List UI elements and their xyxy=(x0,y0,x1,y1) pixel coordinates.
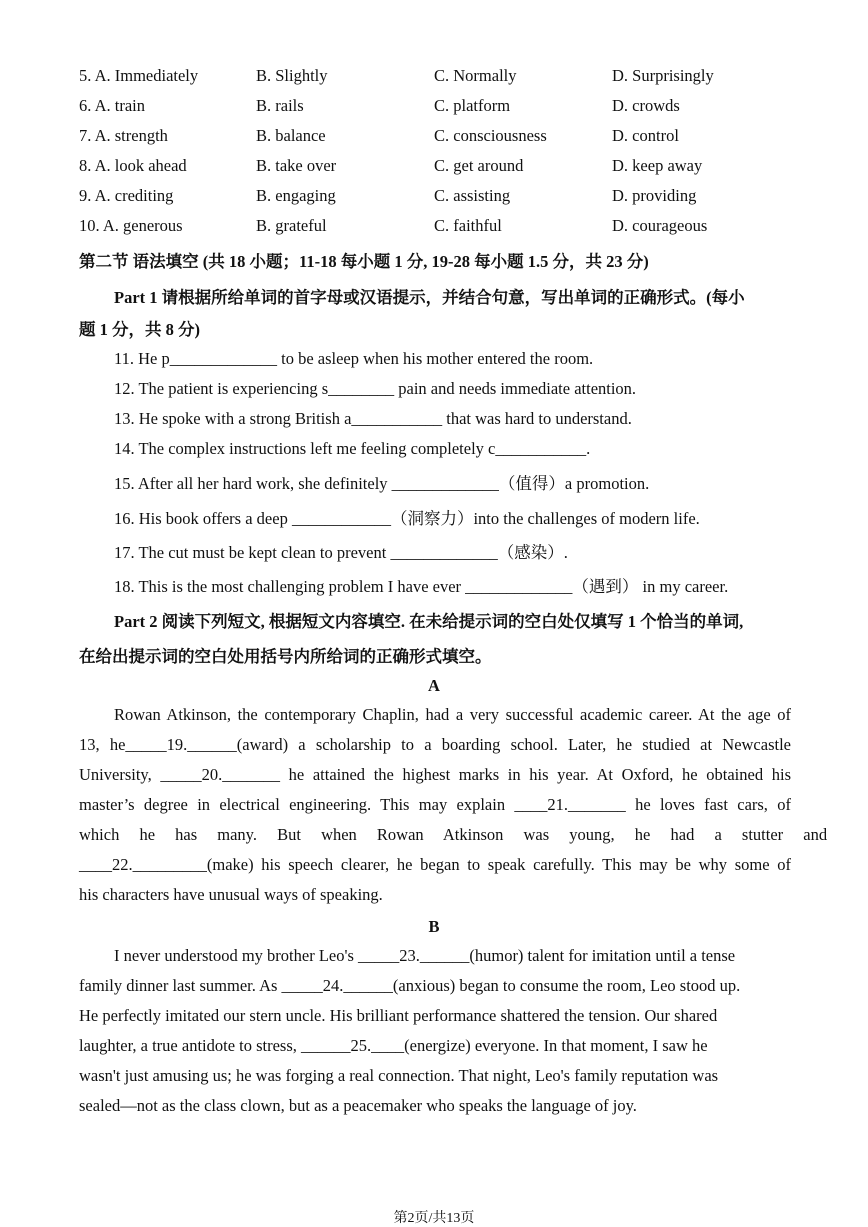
passage-b-line: He perfectly imitated our stern uncle. His brilliant performance shattered the tension. Our shared xyxy=(79,1006,718,1025)
passage-a-line: 13, he_____19.______(award) a scholarship to a boarding school. Later, he studied at Newcastle xyxy=(79,735,791,754)
question: 18. This is the most challenging problem I have ever _____________（遇到） in my career. xyxy=(114,577,729,596)
option-a: 5. A. Immediately xyxy=(79,66,199,85)
option-a: 9. A. crediting xyxy=(79,186,174,205)
option-b: B. engaging xyxy=(256,186,336,205)
question: 14. The complex instructions left me feeling completely c___________. xyxy=(114,439,591,458)
option-row xyxy=(79,96,799,126)
option-b: B. grateful xyxy=(256,216,327,235)
part2-instruction: Part 2 阅读下列短文, 根据短文内容填空. 在未给提示词的空白处仅填写 1 个恰当的单词, xyxy=(114,612,744,631)
option-a: 10. A. generous xyxy=(79,216,183,235)
question: 15. After all her hard work, she definitely _____________（值得）a promotion. xyxy=(114,474,650,493)
passage-a-line: master’s degree in electrical engineering. This may explain ____21._______ he loves fast cars, of xyxy=(79,795,791,814)
option-a: 7. A. strength xyxy=(79,126,168,145)
passage-a-line: his characters have unusual ways of speaking. xyxy=(79,885,383,904)
option-a: 8. A. look ahead xyxy=(79,156,187,175)
part2-instruction-cont: 在给出提示词的空白处用括号内所给词的正确形式填空。 xyxy=(79,647,492,666)
option-row xyxy=(79,66,799,96)
part1-instruction-cont: 题 1 分，共 8 分) xyxy=(79,320,200,339)
option-row xyxy=(79,126,799,156)
question: 17. The cut must be kept clean to prevent _____________（感染）. xyxy=(114,543,568,562)
passage-a-line: Rowan Atkinson, the contemporary Chaplin, had a very successful academic career. At the age of xyxy=(114,705,791,724)
passage-a-line: ____22._________(make) his speech clearer, he began to speak carefully. This may be why some of xyxy=(79,855,791,874)
passage-b-line: laughter, a true antidote to stress, ______25.____(energize) everyone. In that moment, I saw he xyxy=(79,1036,708,1055)
option-row xyxy=(79,186,799,216)
passage-b-line: I never understood my brother Leo's _____23.______(humor) talent for imitation until a tense xyxy=(114,946,736,965)
question: 11. He p_____________ to be asleep when his mother entered the room. xyxy=(114,349,594,368)
question: 13. He spoke with a strong British a___________ that was hard to understand. xyxy=(114,409,632,428)
option-d: D. crowds xyxy=(612,96,680,115)
passage-b-line: family dinner last summer. As _____24.______(anxious) began to consume the room, Leo stood up. xyxy=(79,976,741,995)
option-d: D. control xyxy=(612,126,679,145)
option-c: C. faithful xyxy=(434,216,502,235)
option-a: 6. A. train xyxy=(79,96,145,115)
option-c: C. assisting xyxy=(434,186,511,205)
section-title: 第二节 语法填空 (共 18 小题；11-18 每小题 1 分, 19-28 每小题 1.5 分，共 23 分) xyxy=(79,252,649,271)
passage-b-line: wasn't just amusing us; he was forging a real connection. That night, Leo's family reputation was xyxy=(79,1066,719,1085)
passage-b-line: sealed—not as the class clown, but as a peacemaker who speaks the language of joy. xyxy=(79,1096,637,1115)
passage-a-heading: A xyxy=(428,676,440,695)
option-b: B. Slightly xyxy=(256,66,328,85)
option-b: B. balance xyxy=(256,126,326,145)
option-b: B. rails xyxy=(256,96,304,115)
option-d: D. keep away xyxy=(612,156,703,175)
option-d: D. courageous xyxy=(612,216,708,235)
option-b: B. take over xyxy=(256,156,337,175)
option-d: D. providing xyxy=(612,186,697,205)
option-row xyxy=(79,216,799,246)
option-row xyxy=(79,156,799,186)
passage-a-line: University, _____20._______ he attained the highest marks in his year. At Oxford, he obtained his xyxy=(79,765,791,784)
option-d: D. Surprisingly xyxy=(612,66,714,85)
option-c: C. Normally xyxy=(434,66,517,85)
passage-b-heading: B xyxy=(428,917,440,936)
question: 12. The patient is experiencing s________ pain and needs immediate attention. xyxy=(114,379,637,398)
option-c: C. platform xyxy=(434,96,511,115)
part1-instruction: Part 1 请根据所给单词的首字母或汉语提示，并结合句意，写出单词的正确形式。(每小 xyxy=(114,288,745,307)
question: 16. His book offers a deep ____________（洞察力）into the challenges of modern life. xyxy=(114,509,700,528)
option-c: C. consciousness xyxy=(434,126,547,145)
page-number: 第2页/共13页 xyxy=(393,1211,475,1226)
option-c: C. get around xyxy=(434,156,524,175)
passage-a-line: which he has many. But when Rowan Atkinson was young, he had a stutter and xyxy=(79,825,828,844)
